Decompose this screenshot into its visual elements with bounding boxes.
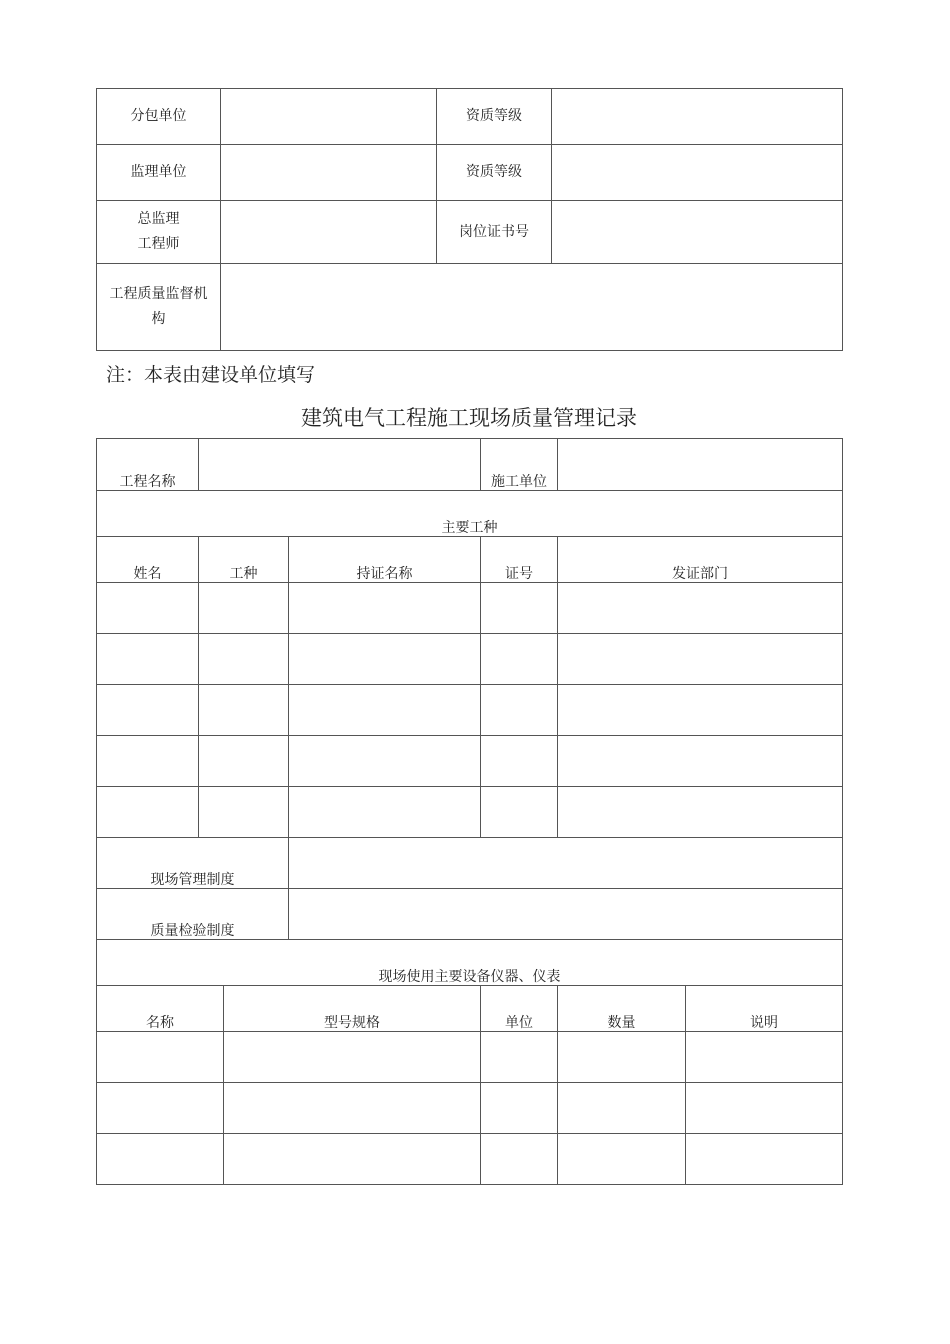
col-issuer-header: 发证部门 — [558, 537, 843, 583]
trade-row — [97, 634, 843, 685]
equipment-cell[interactable] — [686, 1134, 843, 1185]
trade-cell[interactable] — [199, 787, 289, 838]
trade-row — [97, 583, 843, 634]
trade-row — [97, 736, 843, 787]
equipment-cell[interactable] — [558, 1032, 686, 1083]
trade-cell[interactable] — [481, 583, 558, 634]
quality-agency-label-line2: 构 — [151, 311, 166, 327]
certificate-field[interactable] — [552, 201, 843, 264]
eq-col-unit-header: 单位 — [481, 986, 558, 1032]
supervisor-qual-label: 资质等级 — [437, 145, 552, 201]
equipment-cell[interactable] — [481, 1134, 558, 1185]
trade-cell[interactable] — [481, 685, 558, 736]
quality-agency-field[interactable] — [221, 264, 843, 351]
subcontractor-qual-field[interactable] — [552, 89, 843, 145]
eq-col-qty-header: 数量 — [558, 986, 686, 1032]
chief-engineer-field[interactable] — [221, 201, 437, 264]
trade-cell[interactable] — [199, 736, 289, 787]
info-table — [96, 88, 843, 351]
chief-engineer-label — [97, 201, 221, 264]
equipment-cell[interactable] — [558, 1083, 686, 1134]
construction-unit-field[interactable] — [558, 439, 843, 491]
quality-agency-label — [97, 264, 221, 351]
equipment-row — [97, 1134, 843, 1185]
trade-cell[interactable] — [289, 634, 481, 685]
trade-cell[interactable] — [199, 583, 289, 634]
equipment-cell[interactable] — [481, 1083, 558, 1134]
trade-cell[interactable] — [558, 634, 843, 685]
construction-unit-label: 施工单位 — [481, 439, 558, 491]
quality-inspection-label: 质量检验制度 — [97, 889, 289, 940]
subcontractor-label: 分包单位 — [97, 89, 221, 145]
supervisor-qual-field[interactable] — [552, 145, 843, 201]
main-trades-header: 主要工种 — [97, 491, 843, 537]
quality-inspection-field[interactable] — [289, 889, 843, 940]
trade-cell[interactable] — [97, 583, 199, 634]
project-name-label: 工程名称 — [97, 439, 199, 491]
subcontractor-field[interactable] — [221, 89, 437, 145]
record-table — [96, 438, 843, 1185]
chief-engineer-label-line2: 工程师 — [137, 236, 180, 252]
trade-cell[interactable] — [481, 634, 558, 685]
col-name-header: 姓名 — [97, 537, 199, 583]
trade-cell[interactable] — [97, 787, 199, 838]
equipment-cell[interactable] — [558, 1134, 686, 1185]
col-trade-header: 工种 — [199, 537, 289, 583]
equipment-cell[interactable] — [97, 1032, 224, 1083]
equipment-cell[interactable] — [686, 1032, 843, 1083]
trade-cell[interactable] — [97, 634, 199, 685]
equipment-cell[interactable] — [97, 1134, 224, 1185]
equipment-row — [97, 1083, 843, 1134]
eq-col-desc-header: 说明 — [686, 986, 843, 1032]
equipment-cell[interactable] — [224, 1083, 481, 1134]
certificate-label: 岗位证书号 — [437, 201, 552, 264]
trade-cell[interactable] — [558, 685, 843, 736]
col-cert-no-header: 证号 — [481, 537, 558, 583]
trade-cell[interactable] — [481, 736, 558, 787]
quality-agency-label-line1: 工程质量监督机 — [109, 286, 208, 302]
subcontractor-qual-label: 资质等级 — [437, 89, 552, 145]
equipment-cell[interactable] — [686, 1083, 843, 1134]
equipment-section-header: 现场使用主要设备仪器、仪表 — [97, 940, 843, 986]
equipment-cell[interactable] — [481, 1032, 558, 1083]
site-management-field[interactable] — [289, 838, 843, 889]
trade-cell[interactable] — [199, 685, 289, 736]
eq-col-name-header: 名称 — [97, 986, 224, 1032]
col-cert-name-header: 持证名称 — [289, 537, 481, 583]
project-name-field[interactable] — [199, 439, 481, 491]
trade-cell[interactable] — [289, 583, 481, 634]
supervisor-label: 监理单位 — [97, 145, 221, 201]
site-management-label: 现场管理制度 — [97, 838, 289, 889]
eq-col-model-header: 型号规格 — [224, 986, 481, 1032]
trade-cell[interactable] — [558, 583, 843, 634]
chief-engineer-label-line1: 总监理 — [137, 211, 180, 227]
trade-row — [97, 685, 843, 736]
trade-cell[interactable] — [558, 736, 843, 787]
equipment-cell[interactable] — [224, 1134, 481, 1185]
trade-cell[interactable] — [289, 787, 481, 838]
equipment-cell[interactable] — [224, 1032, 481, 1083]
trade-cell[interactable] — [199, 634, 289, 685]
trade-cell[interactable] — [97, 736, 199, 787]
note-text: 注：本表由建设单位填写 — [106, 364, 316, 386]
supervisor-field[interactable] — [221, 145, 437, 201]
equipment-cell[interactable] — [97, 1083, 224, 1134]
trade-cell[interactable] — [97, 685, 199, 736]
trade-row — [97, 787, 843, 838]
page-title: 建筑电气工程施工现场质量管理记录 — [301, 406, 637, 430]
trade-cell[interactable] — [558, 787, 843, 838]
trade-cell[interactable] — [289, 685, 481, 736]
trade-cell[interactable] — [481, 787, 558, 838]
equipment-row — [97, 1032, 843, 1083]
trade-cell[interactable] — [289, 736, 481, 787]
